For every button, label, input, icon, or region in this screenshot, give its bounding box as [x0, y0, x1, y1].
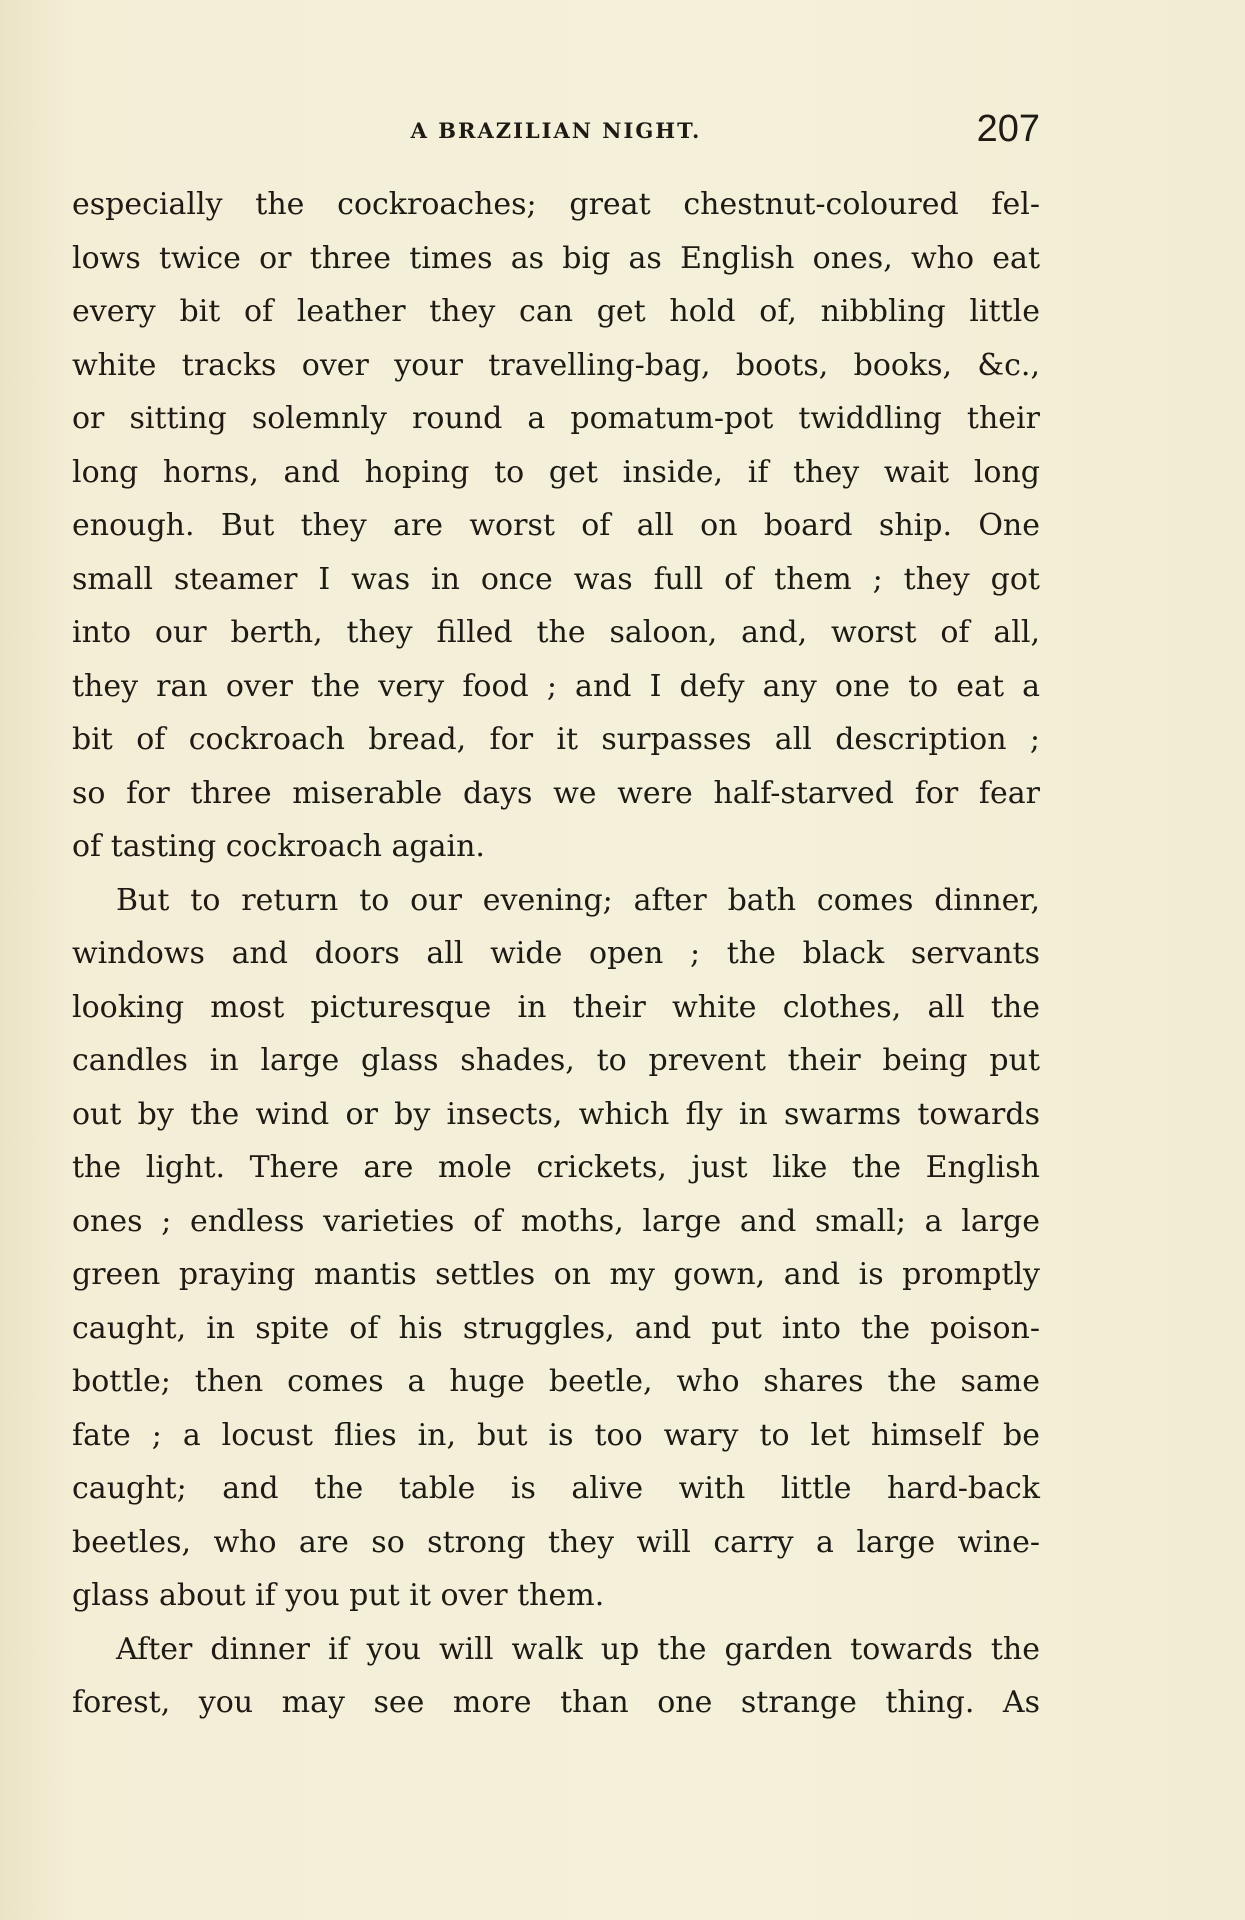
text-line: they ran over the very food ; and I defy any one to eat a: [72, 668, 1040, 704]
text-line: green praying mantis settles on my gown, and is promptly: [72, 1257, 1040, 1292]
text-line: beetles, who are so strong they will carry a large wine-: [72, 1524, 1040, 1560]
text-line: every bit of leather they can get hold of, nibbling little: [72, 294, 1040, 329]
text-line: enough. But they are worst of all on board ship. One: [72, 508, 1040, 543]
text-line: or sitting solemnly round a pomatum-pot twiddling their: [72, 401, 1040, 436]
text-line: fate ; a locust flies in, but is too wary to let himself be: [72, 1417, 1040, 1453]
text-line: After dinner if you will walk up the garden towards the: [116, 1631, 1040, 1667]
text-line: white tracks over your travelling-bag, boots, books, &c.,: [72, 347, 1040, 383]
text-line: glass about if you put it over them.: [72, 1578, 605, 1613]
text-line: bit of cockroach bread, for it surpasses all description ;: [72, 722, 1040, 757]
text-line: long horns, and hoping to get inside, if they wait long: [72, 454, 1040, 490]
text-line: forest, you may see more than one strange thing. As: [72, 1685, 1040, 1720]
text-line: caught, in spite of his struggles, and put into the poison-: [72, 1310, 1040, 1346]
text-line: into our berth, they filled the saloon, and, worst of all,: [72, 615, 1040, 650]
text-line: so for three miserable days we were half-starved for fear: [72, 775, 1040, 811]
text-line: the light. There are mole crickets, just like the English: [72, 1150, 1040, 1185]
text-line: lows twice or three times as big as English ones, who eat: [72, 240, 1040, 276]
page-number: 207: [976, 108, 1040, 150]
text-line: windows and doors all wide open ; the black servants: [72, 936, 1040, 971]
running-head: [72, 108, 1040, 152]
text-line: bottle; then comes a huge beetle, who shares the same: [72, 1364, 1040, 1399]
text-line: caught; and the table is alive with little hard-back: [72, 1471, 1040, 1506]
text-line: candles in large glass shades, to prevent their being put: [72, 1043, 1040, 1078]
text-line: out by the wind or by insects, which fly in swarms towards: [72, 1096, 1040, 1132]
text-line: especially the cockroaches; great chestnut-coloured fel-: [72, 187, 1040, 222]
running-title: A BRAZILIAN NIGHT.: [410, 118, 702, 143]
text-line: looking most picturesque in their white clothes, all the: [72, 989, 1040, 1025]
text-line: of tasting cockroach again.: [72, 829, 485, 864]
body-text: [72, 178, 1040, 1730]
text-line: ones ; endless varieties of moths, large and small; a large: [72, 1203, 1040, 1239]
text-line: small steamer I was in once was full of them ; they got: [72, 561, 1040, 597]
text-line: But to return to our evening; after bath comes dinner,: [116, 882, 1040, 918]
